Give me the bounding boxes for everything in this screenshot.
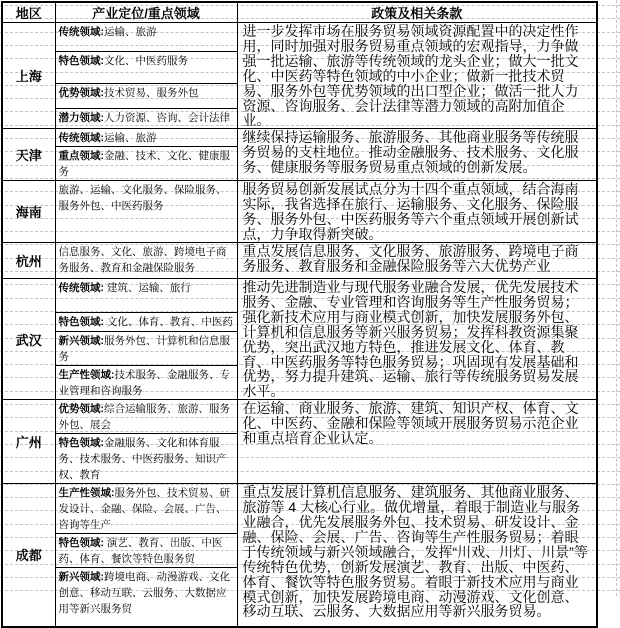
- region-cell-wuhan: 武汉: [2, 278, 55, 399]
- policy-cell: 服务贸易创新发展试点分为十四个重点领域，结合海南实际，我省选择在旅行、运输服务、文化服务、保险服务、服务外包、中医药服务等六个重点领域开展创新试点，力争取得新突破。: [237, 181, 597, 243]
- industry-text: 综合运输服务、旅游、服务外包、展会: [58, 403, 230, 432]
- region-cell-chengdu: 成都: [2, 484, 55, 627]
- industry-cell: [55, 400, 237, 434]
- table-row: [2, 181, 597, 243]
- industry-cell: [55, 23, 237, 52]
- table-row: [2, 129, 597, 147]
- region-cell-hangzhou: 杭州: [2, 242, 55, 278]
- header-row: [2, 2, 597, 23]
- industry-label: 优势领域:: [58, 403, 104, 416]
- industry-label: 特色领域:: [58, 437, 104, 450]
- column-header-region: 地区: [2, 2, 55, 23]
- policy-cell: 推动先进制造业与现代服务业融合发展，优先发展技术服务、金融、专业管理和咨询服务等生产性服务贸易；强化新技术应用与商业模式创新，加快发展服务外包、计算机和信息服务等新兴服务贸易；发挥科教资源集聚优势，突出武汉地方特色，推进发展文化、体育、教育、中医药服务等特色服务贸易；巩固现有发展基础和优势，努力提升建筑、运输、旅行等传统服务贸易发展水平。: [237, 278, 597, 399]
- industry-text: 技术服务、金融服务、专业管理和咨询服务: [58, 369, 230, 398]
- column-header-policy: 政策及相关条款: [237, 2, 597, 23]
- industry-label: 特色领域:: [58, 316, 104, 329]
- region-cell-tianjin: 天津: [2, 129, 55, 181]
- industry-text: 人力资源、咨询、会计法律: [104, 111, 230, 124]
- industry-text: 跨境电商、动漫游戏、文化创意、移动互联、云服务、大数据应用等新兴服务贸: [58, 571, 230, 616]
- industry-label: 潜力领域:: [58, 111, 104, 124]
- industry-label: 优势领域:: [58, 86, 104, 99]
- industry-text: 文化、体育、教育、中医药: [104, 316, 233, 329]
- industry-text: 技术贸易、服务外包: [104, 86, 199, 99]
- industry-cell: [55, 108, 237, 129]
- industry-cell: [55, 242, 237, 278]
- industry-label: 传统领域:: [58, 281, 104, 294]
- industry-label: 传统领域:: [58, 132, 104, 145]
- industry-cell: [55, 129, 237, 147]
- industry-label: 生产性领域:: [58, 487, 115, 500]
- industry-text: 信息服务、文化、旅游、跨境电子商务服务、教育和金融保险服务: [58, 245, 227, 274]
- industry-cell: [55, 278, 237, 312]
- industry-cell: [55, 83, 237, 108]
- industry-label: 生产性领域:: [58, 369, 115, 382]
- industry-text: 金融服务、文化和体育服务、技术服务、中医药服务、知识产权、教育: [58, 437, 227, 482]
- region-cell-hainan: 海南: [2, 181, 55, 243]
- industry-text: 运输、旅游: [104, 26, 157, 38]
- policy-cell: 重点发展信息服务、文化服务、旅游服务、跨境电子商务服务、教育服务和金融保险服务等六大优势产业: [237, 242, 597, 278]
- policy-table: [1, 1, 598, 628]
- industry-cell: [55, 568, 237, 627]
- region-cell-shanghai: 上海: [2, 23, 55, 129]
- industry-label: 重点领域:: [58, 150, 104, 163]
- industry-text: 旅游、运输、文化服务、保险服务、服务外包、中医药服务: [58, 184, 227, 213]
- policy-cell: 进一步发挥市场在服务贸易领域资源配置中的决定性作用，同时加强对服务贸易重点领域的宏观指导，力争做强一批运输、旅游等传统领域的龙头企业；做大一批文化、中医药等特色领域的中小企业；做新一批技术贸易、服务外包等优势领域的出口型企业；做活一批人力资源、咨询服务、会计法律等潜力领域的高附加值企业。: [237, 23, 597, 129]
- industry-label: 新兴领域:: [58, 335, 104, 348]
- industry-cell: [55, 434, 237, 484]
- column-header-industry: 产业定位/重点领域: [55, 2, 237, 23]
- table-row: [2, 278, 597, 312]
- industry-text: 运输、旅游: [104, 132, 157, 145]
- industry-cell: [55, 332, 237, 366]
- industry-cell: [55, 366, 237, 400]
- industry-label: 特色领域:: [58, 54, 104, 67]
- industry-text: 服务外包、计算机和信息服务: [58, 335, 230, 364]
- industry-cell: [55, 484, 237, 534]
- industry-cell: [55, 181, 237, 243]
- industry-cell: [55, 534, 237, 568]
- industry-cell: [55, 313, 237, 332]
- industry-cell: [55, 147, 237, 181]
- industry-text: 建筑、运输、旅行: [104, 281, 191, 294]
- table-row: [2, 400, 597, 434]
- industry-text: 金融、技术、文化、健康服务: [58, 150, 230, 179]
- industry-label: 新兴领域:: [58, 571, 104, 584]
- industry-cell: [55, 51, 237, 83]
- industry-text: 服务外包、技术贸易、研发设计、金融、保险、会展、广告、咨询等生产: [58, 487, 230, 532]
- table-row: [2, 23, 597, 52]
- policy-cell: 在运输、商业服务、旅游、建筑、知识产权、体育、文化、中医药、金融和保险等领域开展服务贸易示范企业和重点培育企业认定。: [237, 400, 597, 484]
- industry-label: 传统领域:: [58, 26, 104, 38]
- industry-text: 演艺、教育、出版、中医药、体育、餐饮等特色服务贸: [58, 537, 223, 566]
- policy-cell: 继续保持运输服务、旅游服务、其他商业服务等传统服务贸易的支柱地位。推动金融服务、技术服务、文化服务、健康服务等服务贸易重点领域的创新发展。: [237, 129, 597, 181]
- policy-cell: 重点发展计算机信息服务、建筑服务、其他商业服务、旅游等 4 大核心行业。做优增量，着眼于制造业与服务业融合，优先发展服务外包、技术贸易、研发设计、金融、保险、会展、广告、咨询等生产性服务贸易；着眼于传统领域与新兴领域融合，发挥“川戏、川灯、川景”等传统特色优势，创新发展演艺、教育、出版、中医药、体育、餐饮等特色服务贸易。着眼于新技术应用与商业模式创新，加快发展跨境电商、动漫游戏、文化创意、移动互联、云服务、大数据应用等新兴服务贸易。: [237, 484, 597, 627]
- table-row: [2, 484, 597, 534]
- region-cell-guangzhou: 广州: [2, 400, 55, 484]
- industry-label: 特色领域:: [58, 537, 104, 550]
- table-row: [2, 242, 597, 278]
- industry-text: 文化、中医药服务: [104, 54, 188, 67]
